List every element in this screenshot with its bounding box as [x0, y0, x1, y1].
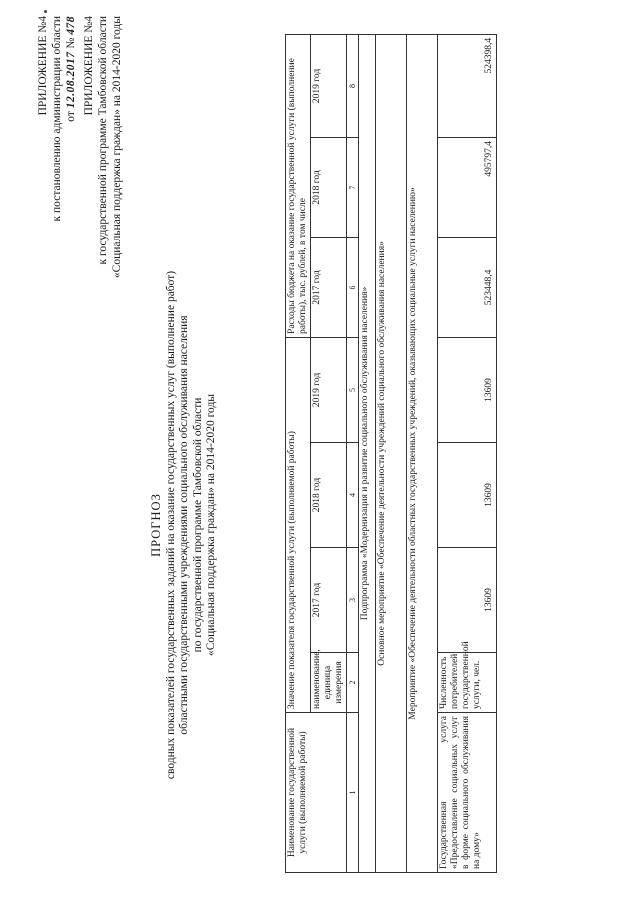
unit-cell: Численность потребителей государственной услуги, чел. — [438, 653, 497, 713]
main-activity-row — [376, 34, 407, 872]
column-number: 5 — [347, 337, 359, 442]
heading-line1: сводных показателей государственных заданий на оказание государственных услуг (выполнение работ) — [164, 270, 177, 780]
appendix-secondary-line2: «Социальная поддержка граждан» на 2014-2020 годы — [111, 16, 123, 279]
heading-line3: по государственной программе Тамбовской области — [191, 397, 204, 653]
year-header: 2019 год — [311, 337, 347, 442]
year-header: 2017 год — [311, 237, 347, 337]
scan-speck — [44, 10, 47, 13]
appendix-secondary-line1: к государственной программе Тамбовской области — [97, 16, 109, 265]
document-heading — [150, 265, 219, 785]
subprogram-row — [359, 34, 376, 872]
handwritten-date: 12.08.2017 — [65, 51, 77, 109]
indicator-value-cell: 13609 — [438, 443, 497, 548]
heading-title: ПРОГНОЗ — [149, 493, 163, 557]
unit-header: наименование, единица измерения — [311, 653, 347, 713]
activity-title: Мероприятие «Обеспечение деятельности областных государственных учреждений, оказывающих социальные услуги населению» — [407, 34, 438, 872]
activity-row — [407, 34, 438, 872]
heading-line2: областными государственными учреждениями социального обслуживания населения — [178, 315, 190, 735]
appendix-primary-date-line — [64, 16, 78, 221]
year-header: 2017 год — [311, 548, 347, 653]
appendix-primary-line: к постановлению администрации области — [51, 16, 63, 222]
heading-line4: «Социальная поддержка граждан» на 2014-2020 годы — [205, 393, 217, 657]
handwritten-number: 478 — [65, 16, 77, 35]
column-number: 1 — [347, 713, 359, 873]
subprogram-title: Подпрограмма «Модернизация и развитие социального обслуживания населения» — [359, 34, 376, 872]
column-number: 2 — [347, 653, 359, 713]
table-row — [438, 34, 497, 872]
budget-value-cell: 523448,4 — [438, 237, 497, 337]
column-number-row — [347, 34, 359, 872]
main-activity-title: Основное мероприятие «Обеспечение деятельности учреждений социального обслуживания населения» — [376, 34, 407, 872]
service-name-cell: Государственная услуга «Предоставление социальных услуг в форме социального обслуживания на дому» — [438, 713, 497, 873]
column-number: 3 — [347, 548, 359, 653]
number-label: № — [65, 37, 77, 49]
appendix-secondary-title: ПРИЛОЖЕНИЕ №4 — [83, 16, 95, 116]
from-label: от — [65, 111, 77, 122]
year-header: 2018 год — [311, 443, 347, 548]
column-number: 8 — [347, 34, 359, 137]
column-number: 4 — [347, 443, 359, 548]
service-name-header: Наименование государственной услуги (выполняемой работы) — [286, 713, 347, 873]
indicator-value-cell: 13609 — [438, 337, 497, 442]
forecast-table — [285, 34, 497, 873]
indicator-value-cell: 13609 — [438, 548, 497, 653]
year-header: 2019 год — [311, 34, 347, 137]
column-number: 7 — [347, 137, 359, 237]
appendix-primary-title: ПРИЛОЖЕНИЕ №4 — [37, 16, 49, 116]
table-header-row — [286, 34, 311, 872]
budget-value-cell: 524398,4 — [438, 34, 497, 137]
budget-group-header: Расходы бюджета на оказание государственной услуги (выполнение работы), тыс. рублей, в том числе — [286, 34, 311, 337]
indicator-group-header: Значение показателя государственной услуги (выполняемой работы) — [286, 337, 311, 712]
year-header: 2018 год — [311, 137, 347, 237]
appendix-primary — [36, 16, 78, 221]
budget-value-cell: 495797,4 — [438, 137, 497, 237]
column-number: 6 — [347, 237, 359, 337]
appendix-secondary — [82, 16, 124, 278]
